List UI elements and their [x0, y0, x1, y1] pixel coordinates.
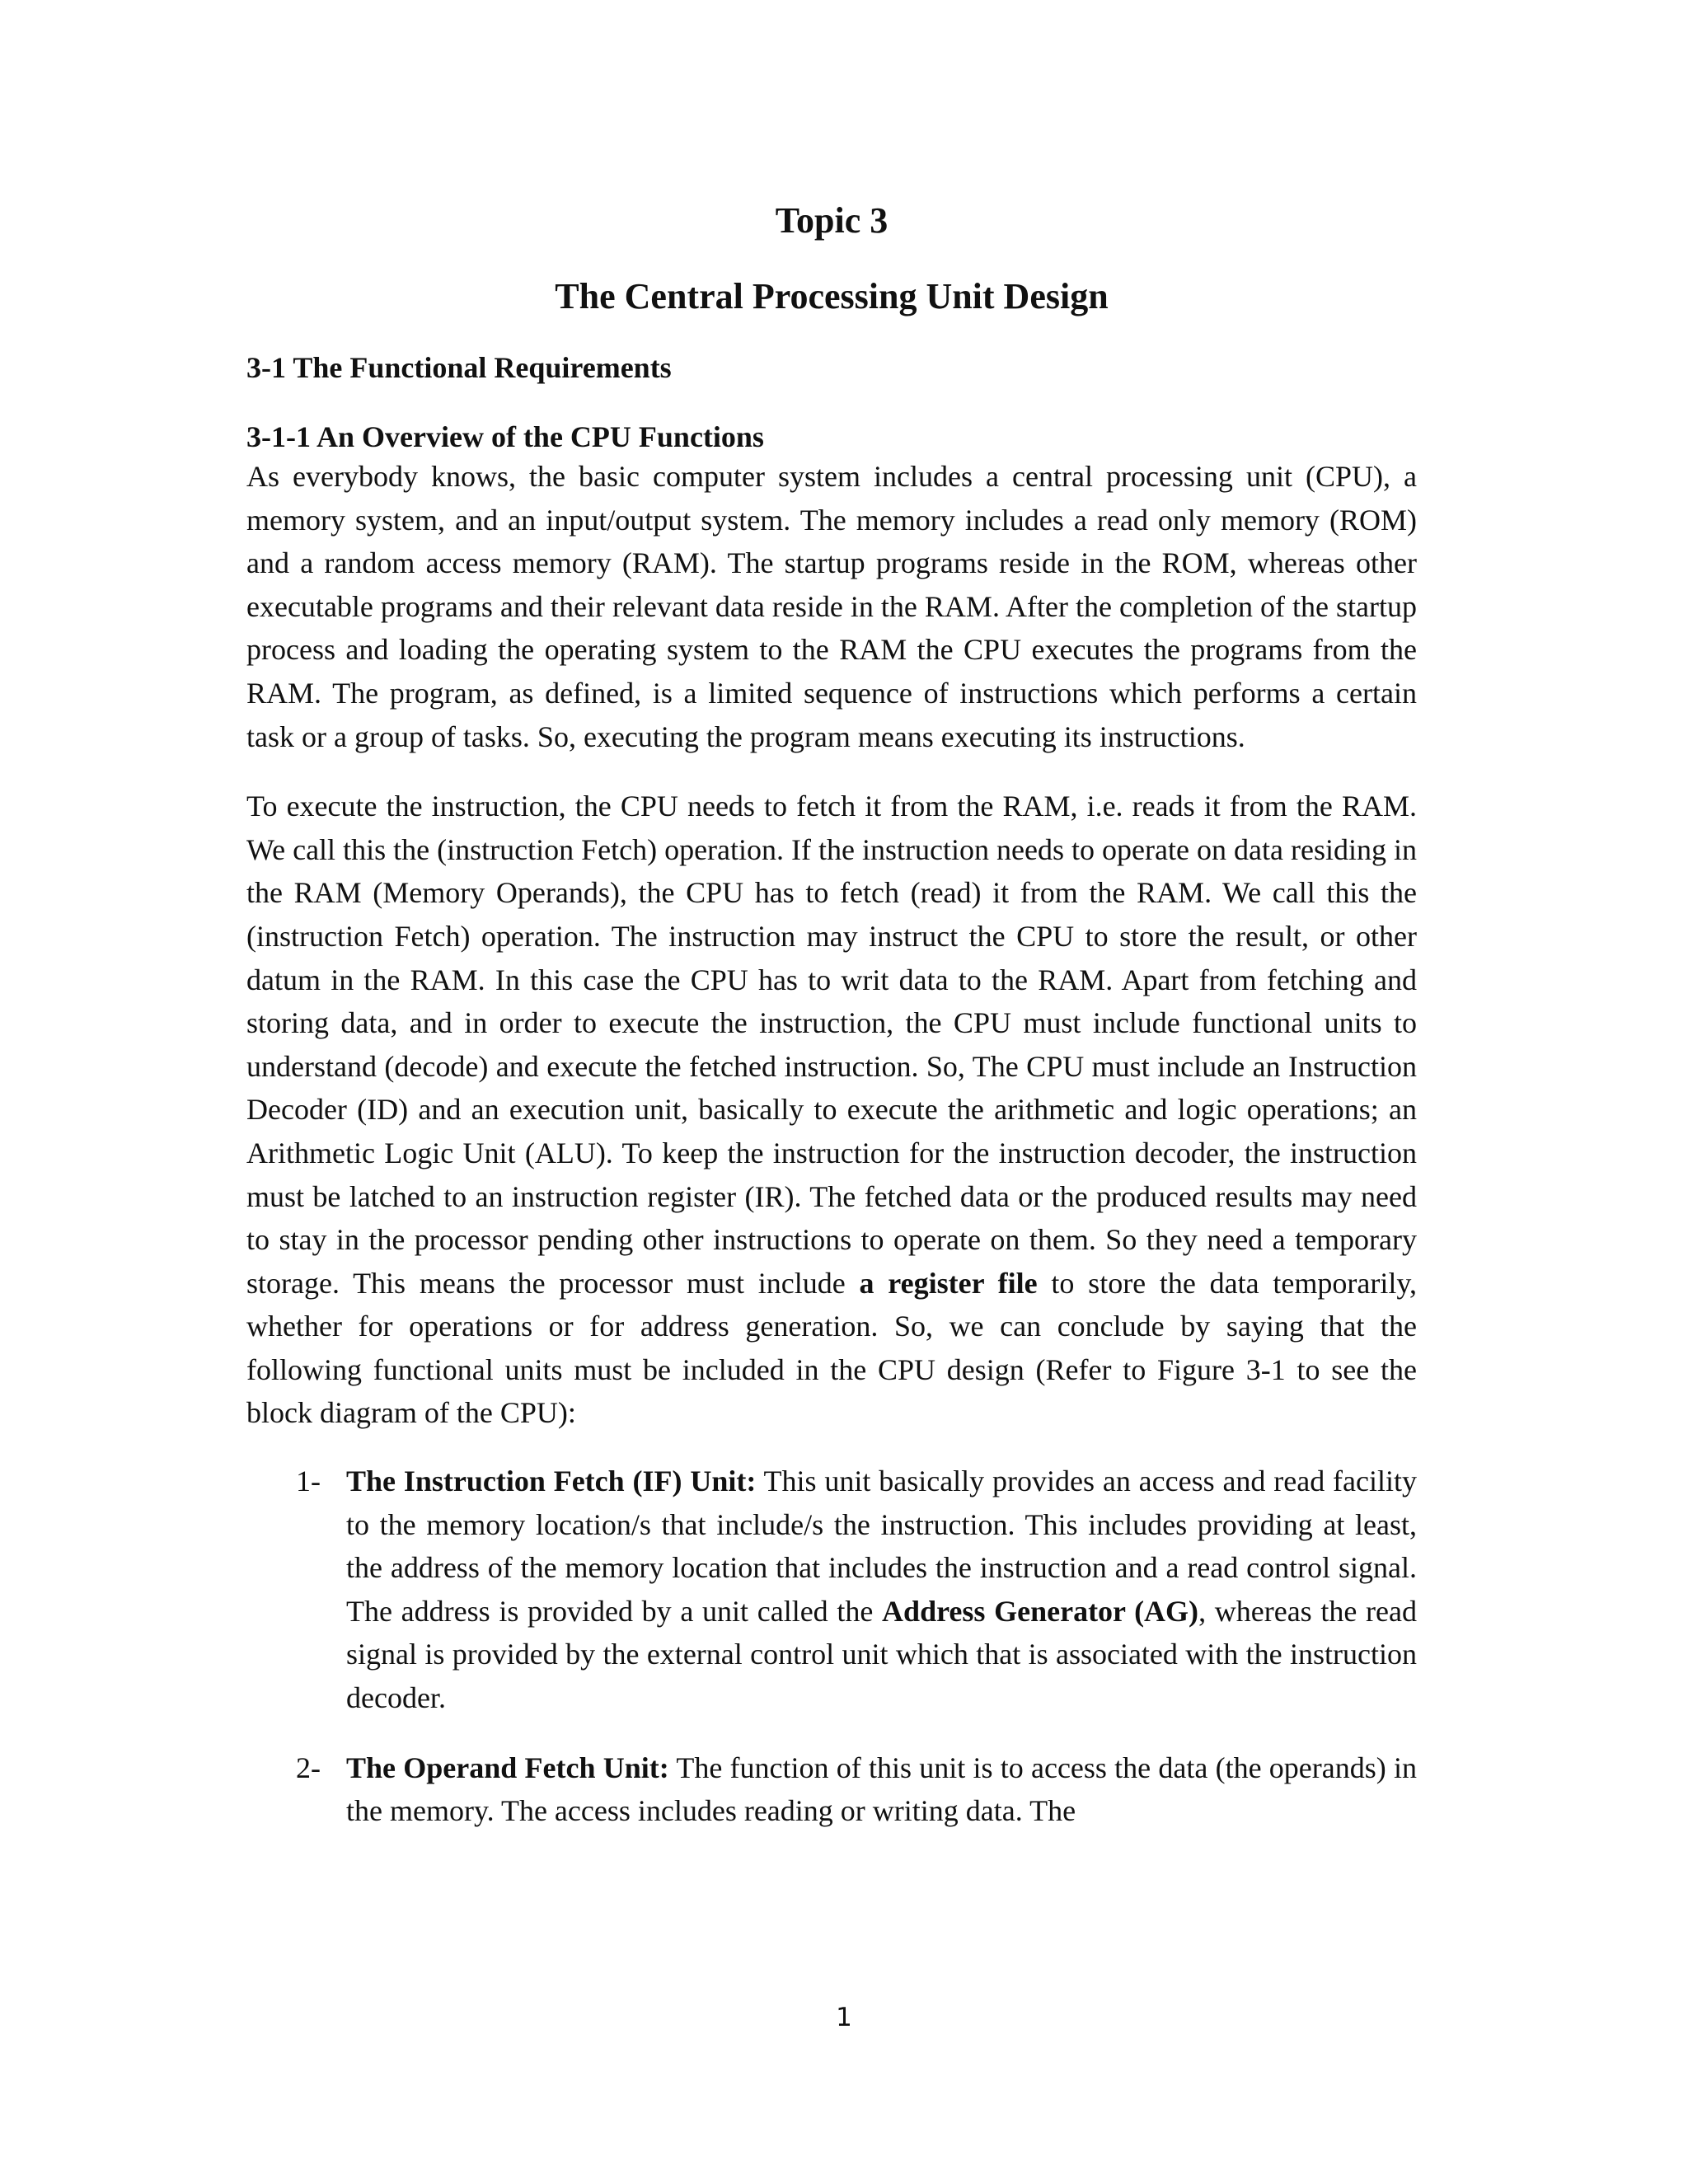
list-item-title: The Instruction Fetch (IF) Unit: — [346, 1465, 757, 1498]
paragraph-2-text-end: to store the data temporarily, whether for operations or for address generation. So, we can conclude by saying that the following functional units must be included in the CPU design (Refer to Figure 3-1 to see the block diagram of the CPU): — [246, 1266, 1417, 1430]
functional-units-list — [246, 1460, 1417, 1833]
list-item — [246, 1746, 1417, 1833]
subsection-heading: 3-1-1 An Overview of the CPU Functions — [246, 420, 764, 453]
body-paragraph-2 — [246, 785, 1417, 1435]
list-item-text-end: , whereas the read signal is provided by the external control unit which that is associated with the instruction decoder. — [346, 1594, 1417, 1715]
list-item-text: This unit basically provides an access and read facility to the memory location/s that include/s the instruction. This includes providing at least, the address of the memory location that includes the instruction and a read control signal. The address is provided by a unit called the — [346, 1465, 1418, 1628]
list-item — [246, 1460, 1417, 1720]
paragraph-2-text-start: To execute the instruction, the CPU needs to fetch it from the RAM, i.e. reads it from the RAM. We call this the (instruction Fetch) operation. If the instruction needs to operate on data residing in the RAM (Memory Operands), the CPU has to fetch (read) it from the RAM. We call this the (instruction Fetch) operation. The instruction may instruct the CPU to store the result, or other datum in the RAM. In this case the CPU has to writ data to the RAM. Apart from fetching and storing data, and in order to execute the instruction, the CPU must include functional units to understand (decode) and execute the fetched instruction. So, The CPU must include an Instruction Decoder (ID) and an execution unit, basically to execute the arithmetic and logic operations; an Arithmetic Logic Unit (ALU). To keep the instruction for the instruction decoder, the instruction must be latched to an instruction register (IR). The fetched data or the produced results may need to stay in the processor pending other instructions to operate on them. So they need a temporary storage. This means the processor must include — [246, 790, 1417, 1300]
list-item-text: The function of this unit is to access the data (the operands) in the memory. The access includes reading or writing data. The — [346, 1750, 1417, 1828]
topic-heading: Topic 3 — [775, 200, 889, 241]
register-file-term: a register file — [859, 1266, 1038, 1300]
list-item-number: 1- — [296, 1465, 321, 1498]
section-heading: 3-1 The Functional Requirements — [246, 351, 672, 384]
document-page — [246, 190, 1417, 1833]
body-paragraph-1: As everybody knows, the basic computer system includes a central processing unit (CPU), a memory system, and an input/output system. The memory includes a read only memory (ROM) and a random access memory (RAM). The startup programs reside in the ROM, whereas other executable programs and their relevant data reside in the RAM. After the completion of the startup process and loading the operating system to the RAM the CPU executes the programs from the RAM. The program, as defined, is a limited sequence of instructions which performs a certain task or a group of tasks. So, executing the program means executing its instructions. — [246, 460, 1417, 753]
page-title: The Central Processing Unit Design — [555, 276, 1109, 316]
page-number: 1 — [836, 2003, 852, 2032]
list-item-number: 2- — [296, 1750, 321, 1784]
list-item-title: The Operand Fetch Unit: — [346, 1750, 669, 1784]
address-generator-term: Address Generator (AG) — [882, 1594, 1199, 1628]
